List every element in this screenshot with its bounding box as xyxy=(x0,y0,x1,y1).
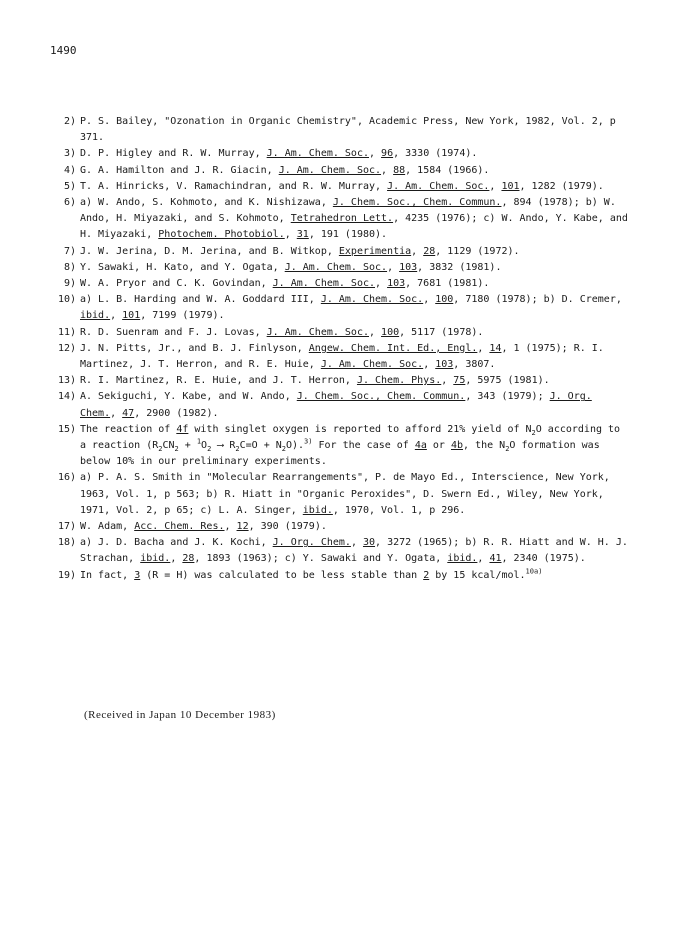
reference-text: 4f xyxy=(176,423,189,435)
reference-text: , xyxy=(350,537,363,549)
reference-text: 2 xyxy=(505,445,510,454)
reference-text: J. W. Jerina, D. M. Jerina, and B. Witkop, xyxy=(80,245,339,257)
reference-item xyxy=(52,195,632,244)
reference-text: CN xyxy=(162,440,175,452)
reference-text: , xyxy=(387,261,400,273)
reference-text: J. Am. Chem. Soc. xyxy=(320,359,424,371)
reference-number: 14) xyxy=(57,391,76,403)
reference-text: J. Am. Chem. Soc. xyxy=(266,326,369,338)
reference-text: 2 xyxy=(281,445,286,454)
reference-text: 96 xyxy=(381,148,394,160)
reference-text: ibid. xyxy=(302,504,333,516)
reference-item xyxy=(52,325,632,341)
reference-text: , 3272 (1965); b) R. R. Hiatt and W. H. J. Strachan, xyxy=(80,537,628,565)
reference-text: , xyxy=(489,180,502,192)
reference-item xyxy=(52,519,632,535)
reference-text: , xyxy=(375,278,388,290)
reference-text: + xyxy=(178,440,197,452)
reference-item xyxy=(52,114,632,146)
reference-text: ⟶ R xyxy=(211,440,236,452)
reference-number: 8) xyxy=(63,261,76,273)
reference-text: W. Adam, xyxy=(80,521,135,533)
reference-text: J. Chem. Phys. xyxy=(356,375,442,387)
reference-number: 17) xyxy=(57,521,76,533)
reference-text: 2 xyxy=(531,428,536,437)
reference-text: ibid. xyxy=(447,553,478,565)
reference-text: , xyxy=(369,326,382,338)
reference-text: 2 xyxy=(174,445,179,454)
reference-number: 12) xyxy=(57,342,76,354)
reference-text: by 15 kcal/mol. xyxy=(429,569,526,581)
reference-text: 3) xyxy=(304,437,313,446)
reference-text: , 3832 (1981). xyxy=(417,261,502,273)
reference-item xyxy=(52,568,632,584)
reference-number: 19) xyxy=(57,569,76,581)
reference-item xyxy=(52,341,632,373)
reference-text: 100 xyxy=(435,294,454,306)
reference-text: , 894 (1978); b) W. Ando, H. Miyazaki, and S. Kohmoto, xyxy=(80,197,616,225)
reference-text: , xyxy=(477,553,490,565)
reference-number: 13) xyxy=(57,375,76,387)
reference-text: J. N. Pitts, Jr., and B. J. Finlyson, xyxy=(80,342,309,354)
reference-text: J. Am. Chem. Soc. xyxy=(284,261,388,273)
reference-text: 47 xyxy=(122,407,135,419)
reference-text: (R = H) was calculated to be less stable than xyxy=(140,569,424,581)
reference-text: , 7199 (1979). xyxy=(140,310,225,322)
reference-text: ibid. xyxy=(80,310,111,322)
reference-text: , xyxy=(110,407,123,419)
reference-text: A. Sekiguchi, Y. Kabe, and W. Ando, xyxy=(80,391,297,403)
reference-text: or xyxy=(426,440,451,452)
reference-text: , xyxy=(110,310,123,322)
reference-text: 103 xyxy=(387,278,406,290)
reference-text: O). xyxy=(285,440,305,452)
reference-text: , xyxy=(441,375,454,387)
reference-text: For the case of xyxy=(312,440,415,452)
reference-item xyxy=(52,179,632,195)
reference-text: , xyxy=(224,521,237,533)
reference-item xyxy=(52,244,632,260)
reference-item xyxy=(52,260,632,276)
reference-text: , 3807. xyxy=(453,359,496,371)
reference-text: 101 xyxy=(501,180,520,192)
reference-text: 88 xyxy=(393,164,406,176)
reference-text: J. Am. Chem. Soc. xyxy=(272,278,376,290)
reference-item xyxy=(52,163,632,179)
reference-text: , 1584 (1966). xyxy=(405,164,490,176)
reference-text: J. Am. Chem. Soc. xyxy=(387,180,490,192)
reference-text: R. D. Suenram and F. J. Lovas, xyxy=(80,326,267,338)
reference-text: , xyxy=(369,148,382,160)
reference-text: 103 xyxy=(399,261,418,273)
reference-text: , xyxy=(170,553,183,565)
reference-number: 15) xyxy=(57,423,76,435)
reference-text: J. Am. Chem. Soc. xyxy=(278,164,382,176)
reference-text: a) J. D. Bacha and J. K. Kochi, xyxy=(80,537,273,549)
reference-text: 2 xyxy=(235,445,240,454)
reference-text: , 5117 (1978). xyxy=(399,326,484,338)
reference-text: J. Am. Chem. Soc. xyxy=(266,148,369,160)
reference-text: 1 xyxy=(196,437,202,446)
reference-text: G. A. Hamilton and J. R. Giacin, xyxy=(80,164,279,176)
reference-text: J. Chem. Soc., Chem. Commun. xyxy=(332,197,502,209)
reference-text: , 1893 (1963); c) Y. Sawaki and Y. Ogata, xyxy=(194,553,448,565)
reference-text: , 4235 (1976); c) W. Ando, Y. Kabe, and H. Miyazaki, xyxy=(80,213,628,241)
reference-text: 4b xyxy=(450,440,464,452)
reference-text: with singlet oxygen is reported to afford 21% yield of N xyxy=(188,423,532,435)
reference-text: 10a) xyxy=(525,567,543,576)
reference-text: O xyxy=(201,440,208,452)
reference-number: 4) xyxy=(63,164,76,176)
reference-text: 101 xyxy=(122,310,141,322)
reference-number: 3) xyxy=(63,148,76,160)
reference-text: Photochem. Photobiol. xyxy=(158,229,285,241)
reference-text: 3 xyxy=(134,569,141,581)
reference-text: 2 xyxy=(423,569,430,581)
received-date: (Received in Japan 10 December 1983) xyxy=(84,709,276,721)
reference-text: , 191 (1980). xyxy=(308,229,388,241)
reference-number: 11) xyxy=(57,326,76,338)
reference-text: , xyxy=(423,294,436,306)
reference-text: , xyxy=(411,245,424,257)
reference-text: Acc. Chem. Res. xyxy=(134,521,225,533)
reference-text: , 343 (1979); xyxy=(465,391,550,403)
reference-text: Tetrahedron Lett. xyxy=(290,213,394,225)
reference-text: , 2900 (1982). xyxy=(134,407,219,419)
reference-text: , 7180 (1978); b) D. Cremer, xyxy=(453,294,622,306)
reference-item xyxy=(52,389,632,421)
reference-text: , 1970, Vol. 1, p 296. xyxy=(332,504,466,516)
reference-text: , xyxy=(477,342,490,354)
reference-item xyxy=(52,146,632,162)
reference-item xyxy=(52,373,632,389)
reference-text: R. I. Martinez, R. E. Huie, and J. T. Herron, xyxy=(80,375,357,387)
reference-number: 18) xyxy=(57,537,76,549)
reference-text: J. Org. Chem. xyxy=(272,537,351,549)
reference-text: O formation was below 10% in our preliminary experiments. xyxy=(80,440,600,468)
reference-text: , 5975 (1981). xyxy=(465,375,550,387)
reference-text: a) L. B. Harding and W. A. Goddard III, xyxy=(80,294,321,306)
reference-text: J. Org. Chem. xyxy=(80,391,592,419)
reference-text: 75 xyxy=(453,375,466,387)
reference-text: Y. Sawaki, H. Kato, and Y. Ogata, xyxy=(80,261,285,273)
reference-text: Angew. Chem. Int. Ed., Engl. xyxy=(308,342,478,354)
reference-text: T. A. Hinricks, V. Ramachindran, and R. W. Murray, xyxy=(80,180,388,192)
reference-text: 2 xyxy=(158,445,163,454)
reference-text: W. A. Pryor and C. K. Govindan, xyxy=(80,278,273,290)
reference-text: ibid. xyxy=(140,553,171,565)
reference-text: 31 xyxy=(296,229,309,241)
reference-number: 10) xyxy=(57,294,76,306)
reference-item xyxy=(52,292,632,324)
reference-text: , xyxy=(284,229,297,241)
reference-text: 4a xyxy=(414,440,427,452)
reference-text: 14 xyxy=(489,342,502,354)
reference-text: 12 xyxy=(236,521,249,533)
reference-text: a) P. A. S. Smith in "Molecular Rearrangements", P. de Mayo Ed., Interscience, New York, 1963, Vol. 1, p 563; b) R. Hiatt in "Organic Peroxides", D. Swern Ed., Wiley, New York, 1971, Vol. 2, p 65; c) L. A. Singer, xyxy=(80,472,610,516)
reference-text: , 7681 (1981). xyxy=(405,278,490,290)
reference-text: , xyxy=(381,164,394,176)
reference-text: C=O + N xyxy=(239,440,282,452)
reference-item xyxy=(52,470,632,519)
reference-text: In fact, xyxy=(80,569,135,581)
reference-text: , 1129 (1972). xyxy=(435,245,520,257)
reference-text: J. Am. Chem. Soc. xyxy=(320,294,424,306)
reference-text: 2 xyxy=(207,445,212,454)
reference-text: a) W. Ando, S. Kohmoto, and K. Nishizawa, xyxy=(80,197,333,209)
reference-item xyxy=(52,276,632,292)
reference-number: 2) xyxy=(63,116,76,127)
reference-text: 28 xyxy=(182,553,195,565)
reference-text: 103 xyxy=(435,359,454,371)
reference-number: 9) xyxy=(63,278,76,290)
reference-item xyxy=(52,535,632,567)
reference-text: , 390 (1979). xyxy=(248,521,327,533)
reference-text: , xyxy=(423,359,436,371)
reference-number: 6) xyxy=(63,197,76,209)
reference-list xyxy=(52,114,632,584)
reference-text: Experimentia xyxy=(338,245,412,257)
reference-text: , 3330 (1974). xyxy=(393,148,478,160)
reference-text: , 1282 (1979). xyxy=(519,180,604,192)
reference-text: 41 xyxy=(489,553,502,565)
reference-text: 28 xyxy=(423,245,436,257)
reference-text: The reaction of xyxy=(80,423,177,435)
reference-number: 7) xyxy=(63,245,76,257)
reference-number: 5) xyxy=(63,180,76,192)
reference-text: 100 xyxy=(381,326,400,338)
reference-text: P. S. Bailey, "Ozonation in Organic Chemistry", Academic Press, New York, 1982, Vol. 2, p 371. xyxy=(80,116,616,144)
reference-text: , 1 (1975); R. I. Martinez, J. T. Herron, and R. E. Huie, xyxy=(80,342,604,371)
reference-text: , the N xyxy=(463,440,506,452)
reference-text: 30 xyxy=(362,537,376,549)
reference-text: D. P. Higley and R. W. Murray, xyxy=(80,148,267,160)
reference-text: O according to a reaction (R xyxy=(80,423,621,452)
page-number: 1490 xyxy=(50,44,77,57)
reference-number: 16) xyxy=(57,472,76,484)
reference-text: J. Chem. Soc., Chem. Commun. xyxy=(296,391,466,403)
reference-item xyxy=(52,422,632,471)
reference-text: , 2340 (1975). xyxy=(501,553,586,565)
